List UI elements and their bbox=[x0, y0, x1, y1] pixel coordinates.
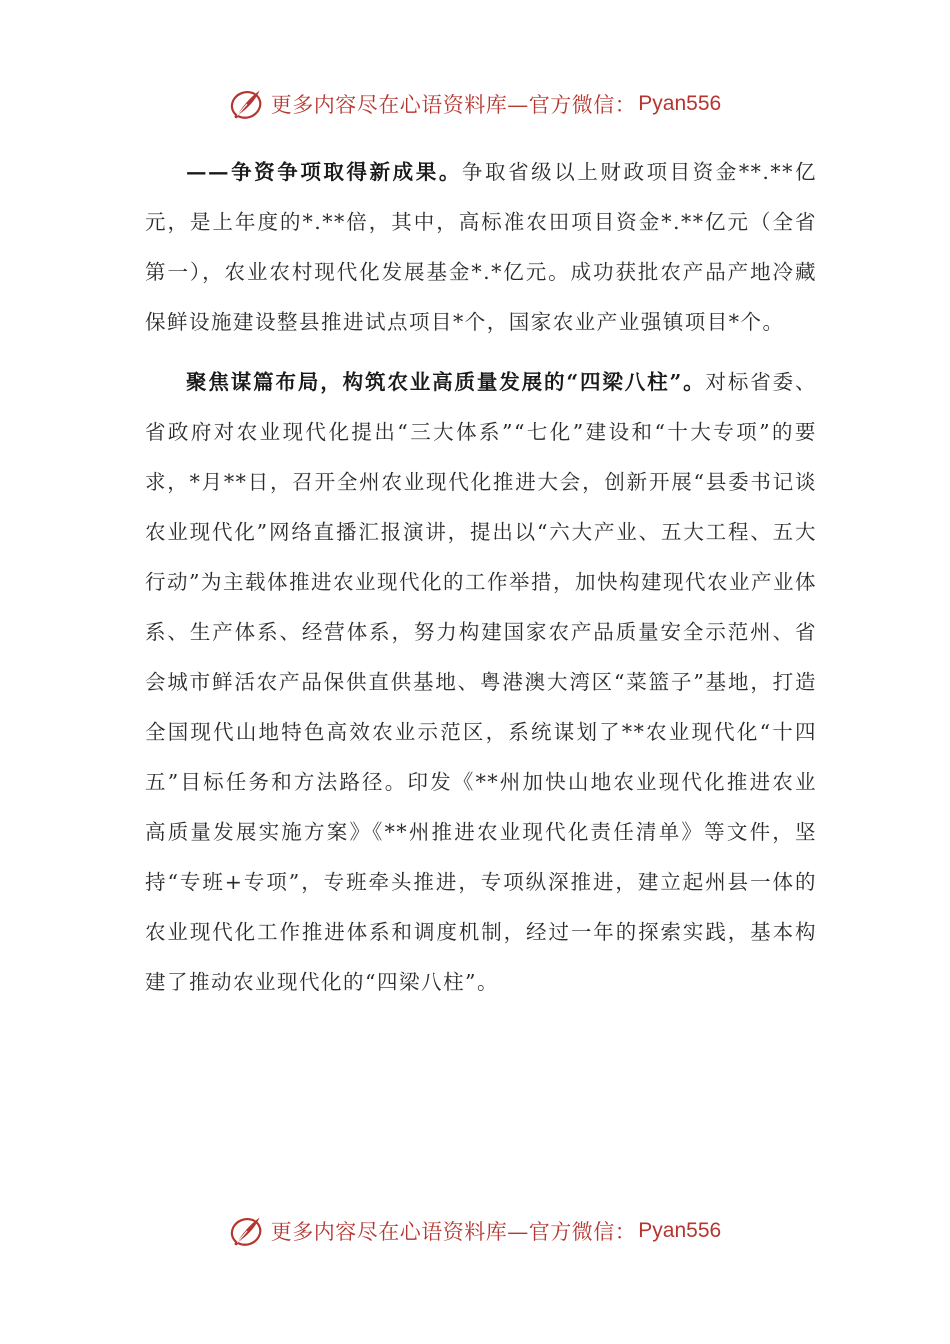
paragraph-lead-heading: ——争资争项取得新成果。 bbox=[186, 160, 462, 184]
watermark-account: Pyan556 bbox=[638, 1219, 722, 1242]
paragraph-body-text: 对标省委、省政府对农业现代化提出“三大体系”“七化”建设和“十大专项”的要求，*月**日，召开全州农业现代化推进大会，创新开展“县委书记谈农业现代化”网络直播汇报演讲，提出以“六大产业、五大工程、五大行动”为主载体推进农业现代化的工作举措，加快构建现代农业产业体系、生产体系、经营体系，努力构建国家农产品质量安全示范州、省会城市鲜活农产品保供直供基地、粤港澳大湾区“菜篮子”基地，打造全国现代山地特色高效农业示范区，系统谋划了**农业现代化“十四五”目标任务和方法路径。印发《**州加快山地农业现代化推进农业高质量发展实施方案》《**州推进农业现代化责任清单》等文件，坚持“专班+专项”，专班牵头推进，专项纵深推进，建立起州县一体的农业现代化工作推进体系和调度机制，经过一年的探索实践，基本构建了推动农业现代化的“四梁八柱”。 bbox=[145, 370, 818, 994]
document-body bbox=[145, 147, 817, 1007]
watermark-text: 更多内容尽在心语资料库—官方微信： bbox=[270, 93, 637, 117]
paragraph-planning-layout bbox=[145, 357, 817, 1007]
header-watermark bbox=[0, 84, 950, 124]
quill-pen-logo-icon bbox=[229, 1213, 265, 1249]
paragraph-funding-results bbox=[145, 147, 817, 347]
paragraph-lead-heading: 聚焦谋篇布局，构筑农业高质量发展的“四梁八柱”。 bbox=[186, 370, 706, 394]
footer-watermark bbox=[0, 1211, 950, 1251]
watermark-text: 更多内容尽在心语资料库—官方微信： bbox=[270, 1220, 637, 1244]
watermark-account: Pyan556 bbox=[638, 92, 722, 115]
quill-pen-logo-icon bbox=[229, 86, 265, 122]
paragraph-body-text: 争取省级以上财政项目资金**.**亿元，是上年度的*.**倍，其中，高标准农田项目资金*.**亿元（全省第一），农业农村现代化发展基金*.*亿元。成功获批农产品产地冷藏保鲜设施建设整县推进试点项目*个，国家农业产业强镇项目*个。 bbox=[145, 160, 818, 334]
